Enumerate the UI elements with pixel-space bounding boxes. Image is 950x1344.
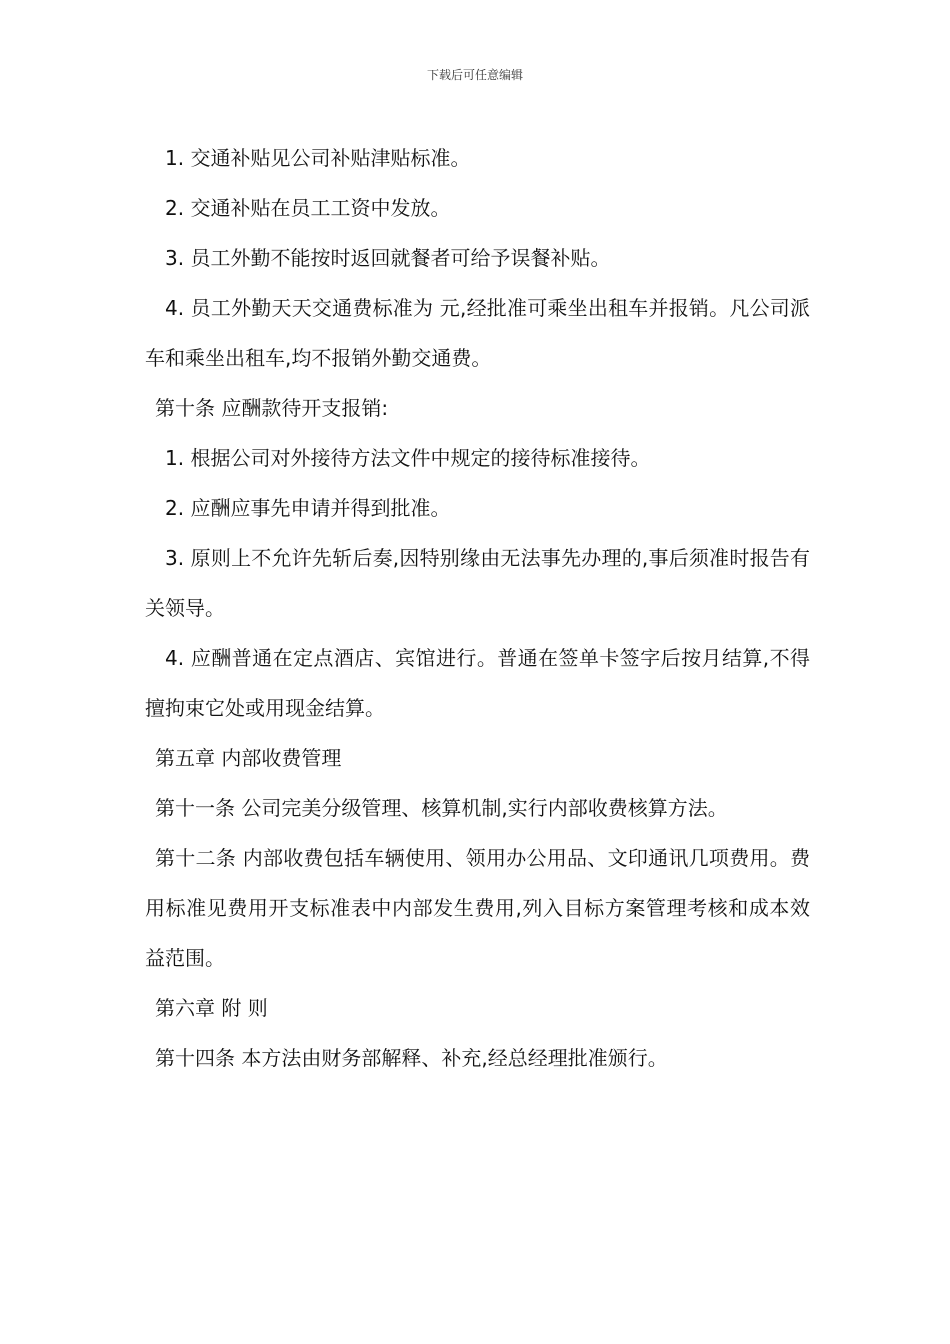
paragraph-reception-standard: 1. 根据公司对外接待方法文件中规定的接待标准接待。 bbox=[165, 446, 651, 470]
page-header-note: 下载后可任意编辑 bbox=[426, 68, 523, 82]
chapter-6-heading: 第六章 附 则 bbox=[155, 996, 268, 1020]
article-14: 第十四条 本方法由财务部解释、补充,经总经理批准颁行。 bbox=[155, 1046, 668, 1070]
paragraph-reception-report: 3. 原则上不允许先斩后奏,因特别缘由无法事先办理的,事后须准时报告有关领导。 bbox=[145, 546, 810, 620]
paragraph-transport-subsidy-1: 1. 交通补贴见公司补贴津贴标准。 bbox=[165, 146, 471, 170]
chapter-5-heading: 第五章 内部收费管理 bbox=[155, 746, 342, 770]
paragraph-meal-subsidy: 3. 员工外勤不能按时返回就餐者可给予误餐补贴。 bbox=[165, 246, 611, 270]
article-12: 第十二条 内部收费包括车辆使用、领用办公用品、文印通讯几项费用。费用标准见费用开支标准表中内部发生费用,列入目标方案管理考核和成本效益范围。 bbox=[145, 846, 810, 970]
document-body bbox=[145, 133, 810, 1083]
paragraph-reception-approval: 2. 应酬应事先申请并得到批准。 bbox=[165, 496, 451, 520]
paragraph-transport-subsidy-2: 2. 交通补贴在员工工资中发放。 bbox=[165, 196, 451, 220]
article-10-heading: 第十条 应酬款待开支报销: bbox=[155, 396, 389, 420]
article-11: 第十一条 公司完美分级管理、核算机制,实行内部收费核算方法。 bbox=[155, 796, 728, 820]
paragraph-field-transport-fee: 4. 员工外勤天天交通费标准为 元,经批准可乘坐出租车并报销。凡公司派车和乘坐出租车,均不报销外勤交通费。 bbox=[145, 296, 810, 370]
paragraph-reception-settlement: 4. 应酬普通在定点酒店、宾馆进行。普通在签单卡签字后按月结算,不得擅拘束它处或用现金结算。 bbox=[145, 646, 810, 720]
